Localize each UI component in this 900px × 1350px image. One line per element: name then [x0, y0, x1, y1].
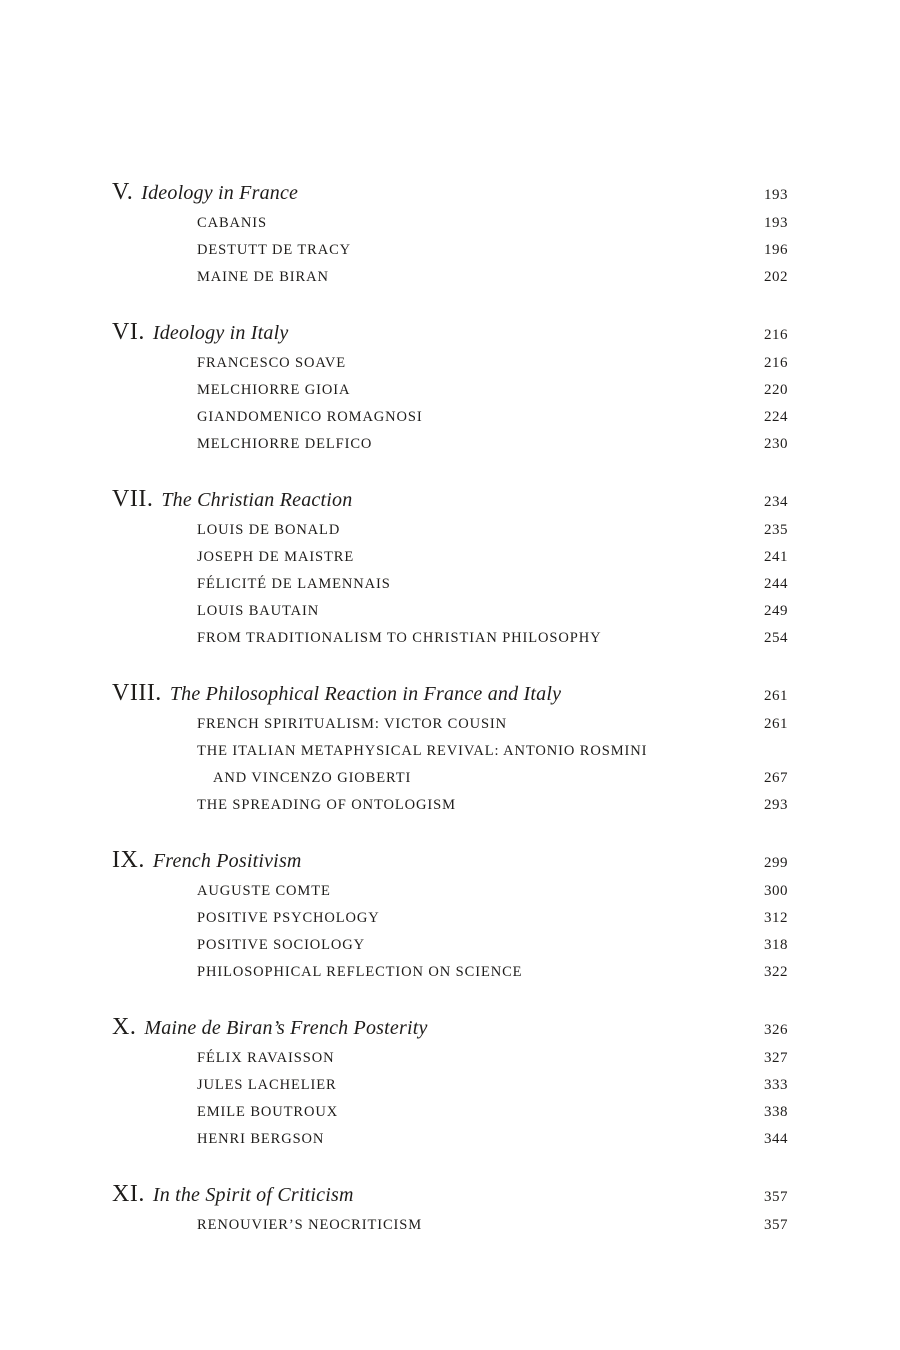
toc-entry-label: GIANDOMENICO ROMAGNOSI	[197, 409, 423, 425]
chapter-number: V.	[112, 179, 134, 205]
toc-entry-page: 193	[764, 215, 788, 231]
toc-entry-page: 254	[764, 630, 788, 646]
toc-entry	[112, 404, 788, 431]
toc-entry-label: JOSEPH DE MAISTRE	[197, 549, 355, 565]
toc-entry-label: DESTUTT DE TRACY	[197, 242, 352, 258]
toc-entry	[112, 237, 788, 264]
chapter-page-number: 357	[764, 1189, 788, 1205]
toc-entry-page: 318	[764, 937, 788, 953]
toc-entry-page: 249	[764, 603, 788, 619]
toc-entry	[112, 625, 788, 652]
toc-entry-page: 216	[764, 355, 788, 371]
chapter-name: The Philosophical Reaction in France and Italy	[169, 683, 562, 705]
toc-entry-label: MELCHIORRE DELFICO	[197, 436, 373, 452]
chapter-name: Maine de Biran’s French Posterity	[144, 1017, 428, 1039]
chapter-name: The Christian Reaction	[161, 489, 353, 511]
toc-entry-label-line2: AND VINCENZO GIOBERTI	[213, 770, 412, 786]
toc-entry-page: 241	[764, 549, 788, 565]
toc-entry	[112, 1045, 788, 1072]
chapter-page-number: 193	[764, 187, 788, 203]
toc-entry-label: FROM TRADITIONALISM TO CHRISTIAN PHILOSOPHY	[197, 630, 602, 646]
toc-entry	[112, 905, 788, 932]
chapter-page-number: 234	[764, 494, 788, 510]
toc-entry-page: 244	[764, 576, 788, 592]
toc-entry	[112, 932, 788, 959]
toc-entry	[112, 571, 788, 598]
chapter-heading	[112, 177, 788, 210]
chapter-name: Ideology in France	[141, 182, 299, 204]
toc-entry-page: 267	[764, 770, 788, 786]
toc-section-xi	[112, 1179, 788, 1239]
toc-entry	[112, 959, 788, 986]
toc-entry-page: 338	[764, 1104, 788, 1120]
toc-section-vi	[112, 317, 788, 458]
toc-entry-label: POSITIVE SOCIOLOGY	[197, 937, 366, 953]
toc-entry-label: CABANIS	[197, 215, 267, 231]
toc-entry-label: MAINE DE BIRAN	[197, 269, 329, 285]
toc-entry-label: LOUIS BAUTAIN	[197, 603, 320, 619]
chapter-page-number: 261	[764, 688, 788, 704]
toc-entry-page: 202	[764, 269, 788, 285]
toc-entry-page: 293	[764, 797, 788, 813]
chapter-number: VII.	[112, 486, 154, 512]
toc-entry-label: FÉLIX RAVAISSON	[197, 1050, 335, 1066]
chapter-title	[112, 678, 561, 709]
chapter-name: French Positivism	[152, 850, 302, 872]
toc-entry-label: LOUIS DE BONALD	[197, 522, 341, 538]
toc-entry-label: FRANCESCO SOAVE	[197, 355, 347, 371]
chapter-number: VI.	[112, 319, 145, 345]
chapter-title	[112, 484, 352, 515]
toc-entry	[112, 738, 788, 765]
toc-section-v	[112, 177, 788, 291]
toc-entry-page: 300	[764, 883, 788, 899]
toc-entry	[112, 878, 788, 905]
toc-entry-label: EMILE BOUTROUX	[197, 1104, 339, 1120]
toc-entry-page: 196	[764, 242, 788, 258]
toc-entry	[112, 210, 788, 237]
toc-entry	[112, 517, 788, 544]
toc-entry-page: 357	[764, 1217, 788, 1233]
toc-entry	[112, 377, 788, 404]
chapter-title	[112, 1179, 354, 1210]
toc-entry	[112, 792, 788, 819]
chapter-heading	[112, 1012, 788, 1045]
toc-entry-label-line1: THE ITALIAN METAPHYSICAL REVIVAL: ANTONIO ROSMINI	[197, 743, 648, 759]
toc-entry	[112, 544, 788, 571]
chapter-heading	[112, 845, 788, 878]
toc-entry-page: 224	[764, 409, 788, 425]
toc-entry-page: 312	[764, 910, 788, 926]
toc-entry-label: JULES LACHELIER	[197, 1077, 337, 1093]
toc-entry	[112, 1099, 788, 1126]
toc-entry-label: THE SPREADING OF ONTOLOGISM	[197, 797, 456, 813]
toc-entry	[112, 264, 788, 291]
chapter-heading	[112, 678, 788, 711]
chapter-title	[112, 317, 288, 348]
toc-entry	[112, 350, 788, 377]
chapter-name: Ideology in Italy	[152, 322, 289, 344]
chapter-heading	[112, 484, 788, 517]
toc-section-vii	[112, 484, 788, 652]
toc-entry	[112, 431, 788, 458]
chapter-heading	[112, 317, 788, 350]
toc-entry	[112, 711, 788, 738]
toc-section-ix	[112, 845, 788, 986]
toc-entry	[112, 1126, 788, 1153]
toc-entry	[112, 598, 788, 625]
toc-entry-page: 230	[764, 436, 788, 452]
toc-entry-label: RENOUVIER’S NEOCRITICISM	[197, 1217, 423, 1233]
chapter-title	[112, 177, 298, 208]
chapter-number: IX.	[112, 847, 145, 873]
toc-section-x	[112, 1012, 788, 1153]
chapter-name: In the Spirit of Criticism	[152, 1184, 354, 1206]
toc-entry	[112, 765, 788, 792]
chapter-number: X.	[112, 1014, 137, 1040]
toc-entry-label: PHILOSOPHICAL REFLECTION ON SCIENCE	[197, 964, 523, 980]
chapter-page-number: 299	[764, 855, 788, 871]
chapter-number: VIII.	[112, 680, 162, 706]
toc-section-viii	[112, 678, 788, 819]
chapter-page-number: 216	[764, 327, 788, 343]
chapter-heading	[112, 1179, 788, 1212]
toc-entry	[112, 1072, 788, 1099]
toc-entry-page: 322	[764, 964, 788, 980]
toc-entry-label: HENRI BERGSON	[197, 1131, 325, 1147]
toc-entry-page: 261	[764, 716, 788, 732]
toc-entry-page: 344	[764, 1131, 788, 1147]
chapter-title	[112, 845, 302, 876]
toc-entry-label: POSITIVE PSYCHOLOGY	[197, 910, 380, 926]
toc-entry-page: 327	[764, 1050, 788, 1066]
toc-entry-label: AUGUSTE COMTE	[197, 883, 331, 899]
table-of-contents	[112, 177, 788, 1265]
toc-entry	[112, 1212, 788, 1239]
toc-entry-page: 235	[764, 522, 788, 538]
toc-entry-page: 333	[764, 1077, 788, 1093]
chapter-number: XI.	[112, 1181, 145, 1207]
toc-entry-label: MELCHIORRE GIOIA	[197, 382, 351, 398]
chapter-title	[112, 1012, 428, 1043]
toc-entry-page: 220	[764, 382, 788, 398]
toc-entry-label: FÉLICITÉ DE LAMENNAIS	[197, 576, 391, 592]
toc-entry-label: FRENCH SPIRITUALISM: VICTOR COUSIN	[197, 716, 508, 732]
chapter-page-number: 326	[764, 1022, 788, 1038]
